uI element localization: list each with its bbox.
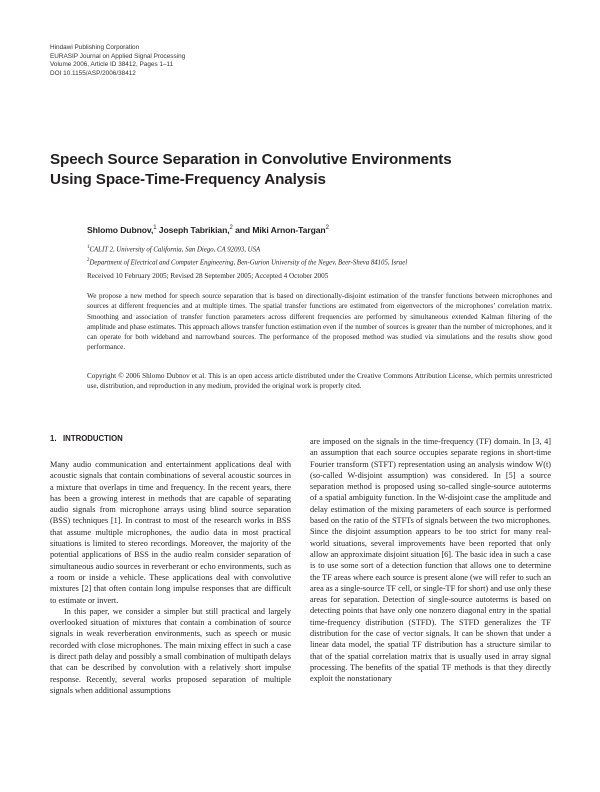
affiliation-2: $^2$Department of Electrical and Computer Engineering, Ben-Gurion University of the Negev, Beer-Sheva 84105, Israel [87,257,408,266]
abstract: We propose a new method for speech source separation that is based on directionally-disjoint estimation of the transfer functions between microphones and sources at different frequencies and at multiple times. The spatial transfer functions are estimated from eigenvectors of the microphones’ correlation matrix. Smoothing and association of transfer function parameters across different frequencies are performed by simultaneous extended Kalman filtering of the amplitude and phase estimates. This approach allows transfer function estimation even if the number of sources is greater than the number of microphones, and it can operate for both wideband and narrowband sources. The performance of the proposed method was studied via simulations and the results show good performance. [87,292,552,352]
received-dates: Received 10 February 2005; Revised 28 September 2005; Accepted 4 October 2005 [87,272,329,280]
author-name: Shlomo Dubnov, [87,225,154,235]
doi: DOI 10.1155/ASP/2006/38412 [50,69,136,77]
title-line-2: Using Space-Time-Frequency Analysis [50,171,326,188]
publisher: Hindawi Publishing Corporation [50,44,140,51]
paragraph: Many audio communication and entertainment applications deal with acoustic signals that contain combinations of several acoustic sources in a mixture that overlaps in time and frequency. In the recent years, there has been a growing interest in methods that are capable of separating audio signals from microphone arrays using blind source separation (BSS) techniques [1]. In contrast to most of the research works in BSS that assume multiple microphones, the audio data in most practical situations is limited to stereo recordings. Moreover, the majority of the potential applications of BSS in the audio realm consider separation of simultaneous audio sources in reverberant or echo environments, such as a room or inside a vehicle. These applications deal with convolutive mixtures [2] that often contain long impulse responses that are difficult to estimate or invert. [50,460,291,605]
author-affil-mark: 2 [229,225,233,232]
paragraph: are imposed on the signals in the time-frequency (TF) domain. In [3, 4] an assumption that each source occupies separate regions in short-time Fourier transform (STFT) representation using an analysis window W(t) (so-called W-disjoint assumption) was considered. In [5] a source separation method is proposed using so-called single-source autoterms of a spatial ambiguity function. In the W-disjoint case the amplitude and delay estimation of the mixing parameters of each source is performed based on the ratio of the STFTs of signals between the two microphones. Since the disjoint assumption appears to be too strict for many real-world situations, several improvements have been reported that only allow an approximate disjoint situation [6]. The basic idea in such a case is to use some sort of a detection function that allows one to determine the TF areas where each source is present alone (we will refer to such an area as a single-source TF cell, or single-TF for short) and use only these areas for separation. Detection of single-source autoterms is based on detecting points that have only one nonzero diagonal entry in the spatial time-frequency distribution (STFD). The STFD generalizes the TF distribution for the case of vector signals. It can be shown that under a linear data model, the spatial TF distribution has a structure similar to that of the spatial correlation matrix that is usually used in array signal processing. The benefits of the spatial TF methods is that they directly exploit the nonstationary [310,437,551,684]
journal-name: EURASIP Journal on Applied Signal Processing [50,52,186,60]
section-number: 1. [50,434,57,443]
journal-header [50,44,350,78]
paragraph: In this paper, we consider a simpler but still practical and largely overlooked situation of mixtures that contain a combination of source signals in weak reverberation environments, such as speech or music recorded with close microphones. The main mixing effect in such a case is direct path delay and possibly a small combination of multipath delays that can be described by convolution with a relatively short impulse response. Recently, several works proposed separation of multiple signals when additional assumptions [50,606,291,695]
author-list [87,225,329,235]
affiliation-1: $^1$CALIT 2, University of California, San Diego, CA 92093, USA [87,245,261,254]
author-affil-mark: 2 [325,225,329,232]
copyright-notice: Copyright © 2006 Shlomo Dubnov et al. This is an open access article distributed under the Creative Commons Attribution License, which permits unrestricted use, distribution, and reproduction in any medium, provided the original work is properly cited. [87,372,552,391]
author-affil-mark: 1 [153,225,157,232]
paper-title [50,150,550,190]
title-line-1: Speech Source Separation in Convolutive Environments [50,151,452,168]
author-name: and Miki Arnon-Targan [235,225,326,235]
right-column [310,436,551,685]
section-title: INTRODUCTION [63,434,123,443]
affiliations [87,243,407,268]
left-column [50,459,291,696]
volume-info: Volume 2006, Article ID 38412, Pages 1–11 [50,61,174,69]
author-name: Joseph Tabrikian, [158,225,230,235]
section-heading [50,434,123,443]
